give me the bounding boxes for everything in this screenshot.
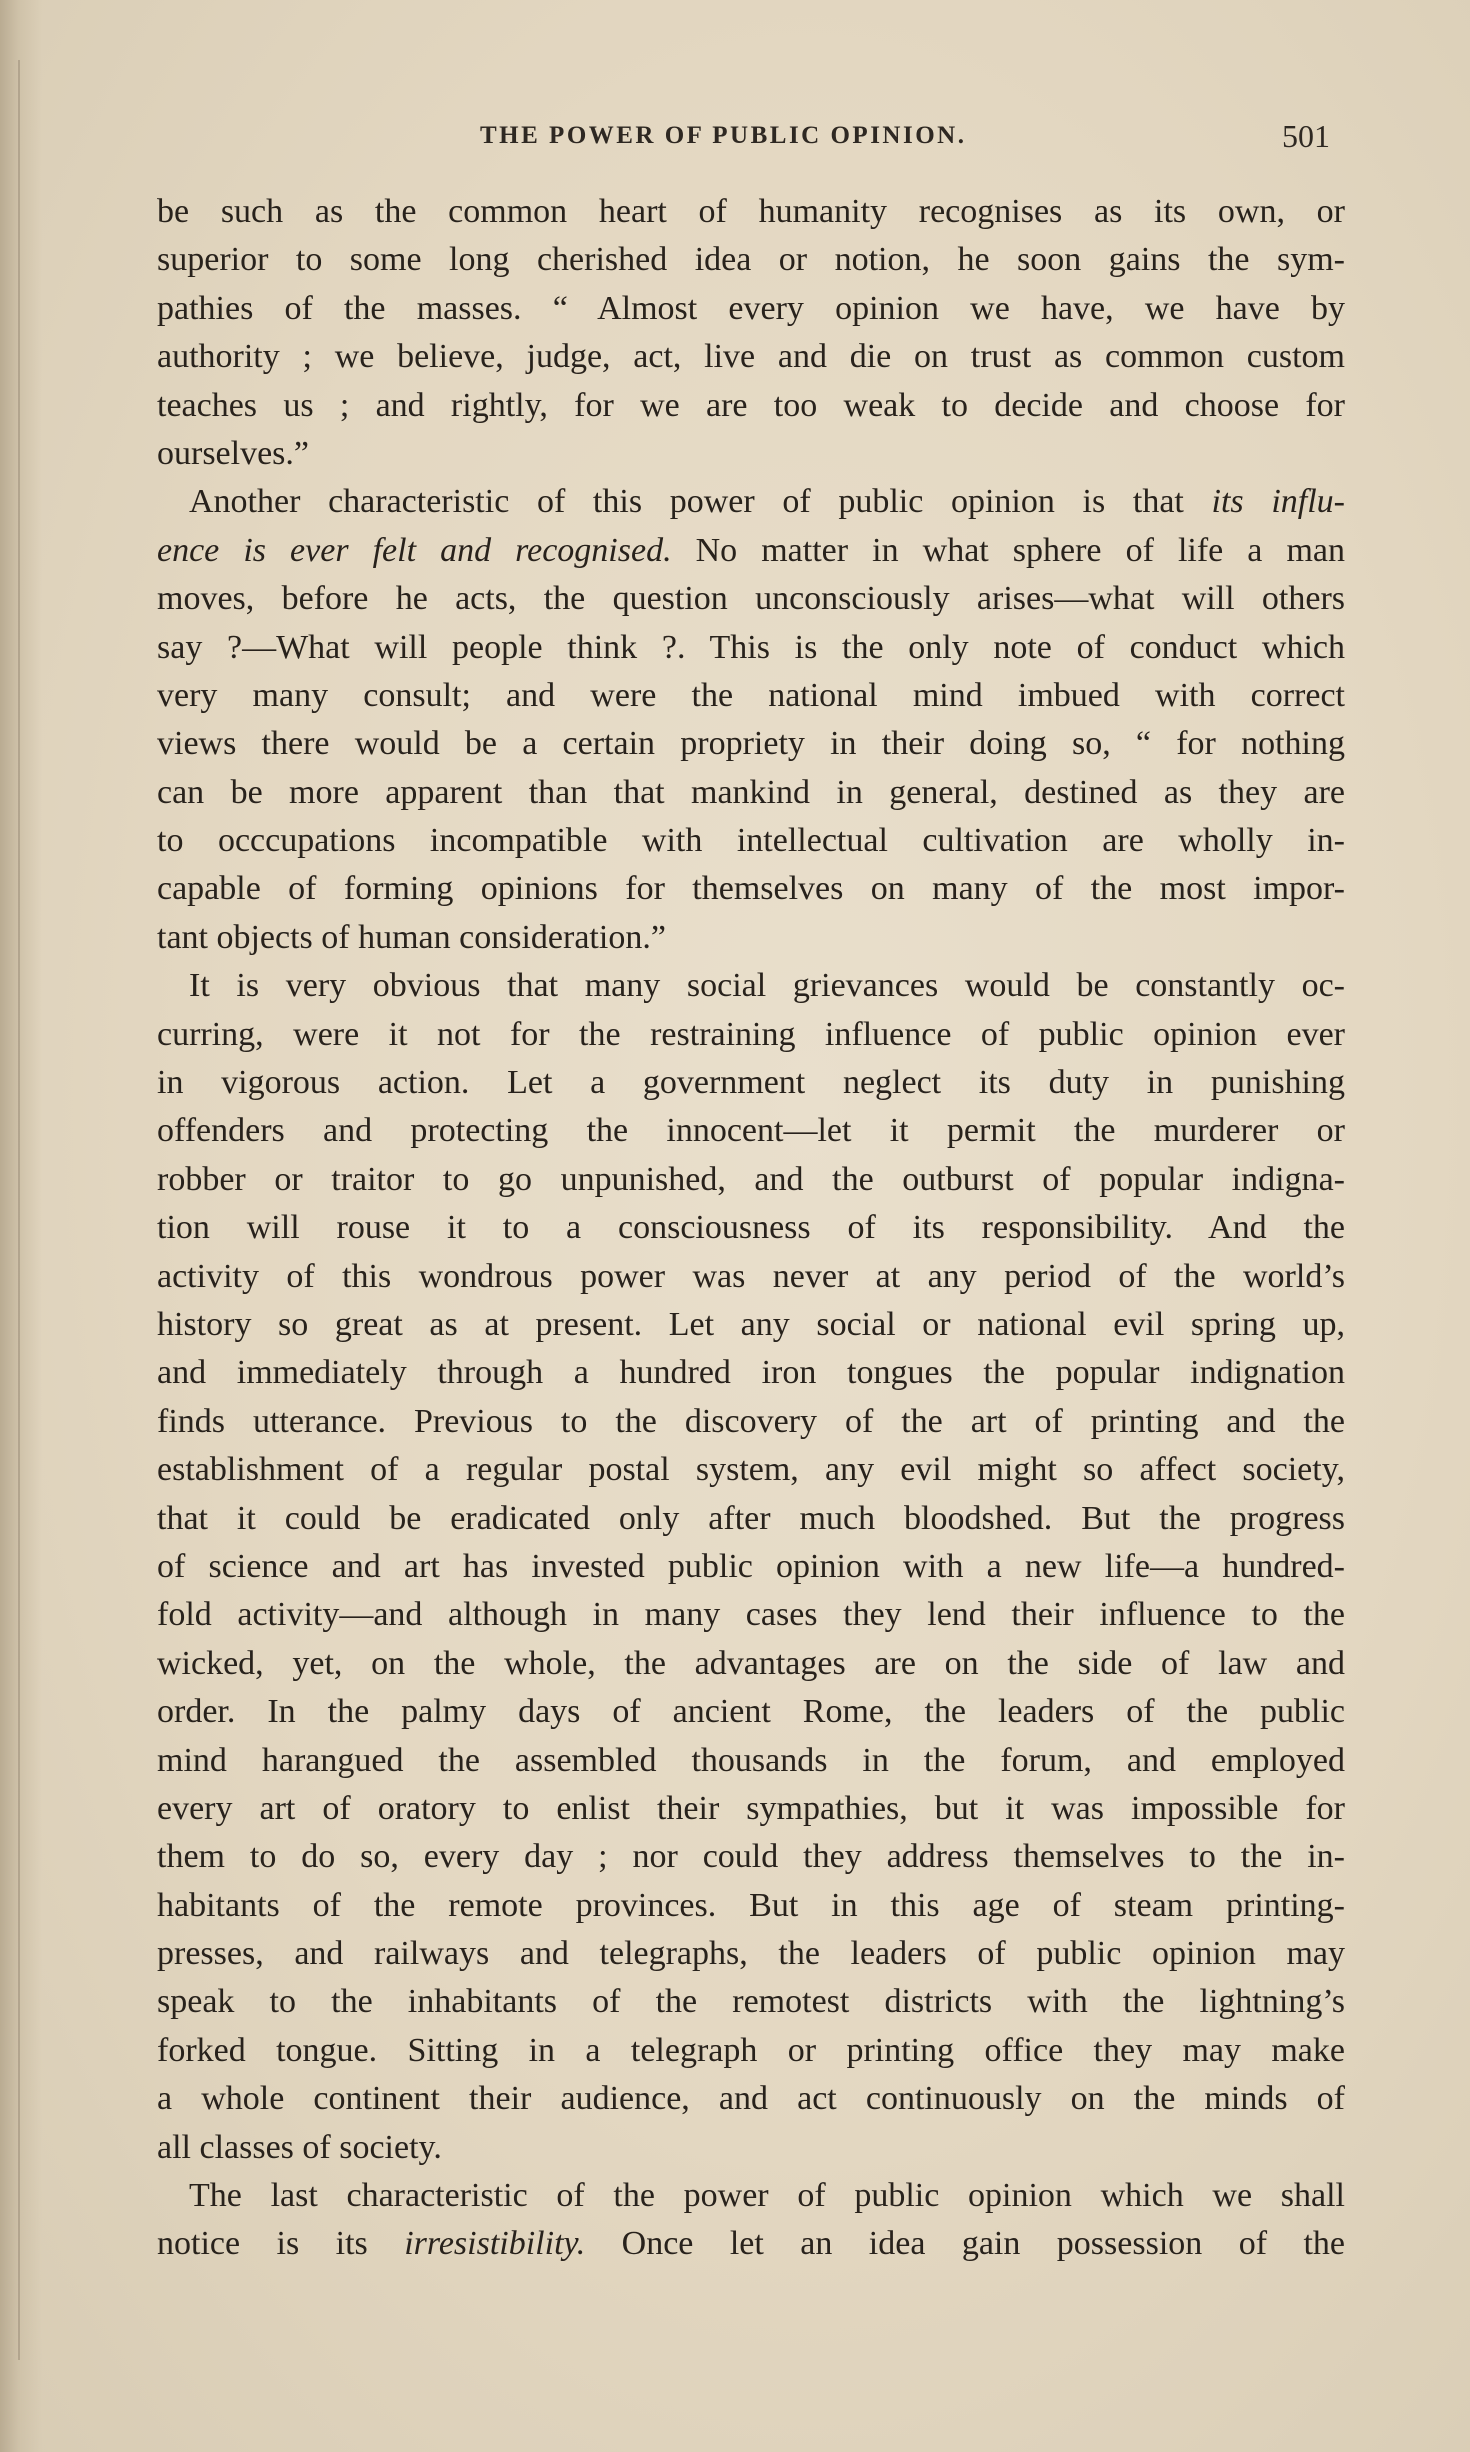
text-run: It is very obvious that many social grievances would be constantly oc- [189,967,1345,1005]
text-run: in vigorous action. Let a government neglect its duty in punishing [157,1064,1345,1102]
text-run: every art of oratory to enlist their sympathies, but it was impossible for [157,1789,1345,1827]
text-run: notice is its [157,2225,405,2263]
text-run: them to do so, every day ; nor could they address themselves to the in- [157,1838,1345,1876]
text-line [157,624,1345,672]
text-line [157,333,1345,381]
text-line [157,2220,1345,2268]
text-run: can be more apparent than that mankind in general, destined as they are [157,773,1345,811]
text-run: activity of this wondrous power was never at any period of the world’s [157,1257,1345,1295]
text-line [157,769,1345,817]
text-run: that it could be eradicated only after much bloodshed. But the progress [157,1499,1345,1537]
text-line [157,1930,1345,1978]
text-line [157,1156,1345,1204]
text-run: say ?—What will people think ?. This is the only note of conduct which [157,628,1345,666]
text-run: of science and art has invested public opinion with a new life—a hundred- [157,1547,1345,1585]
text-line [157,1107,1345,1155]
text-run: No matter in what sphere of life a man [671,531,1345,569]
text-run: a whole continent their audience, and act continuously on the minds of [157,2080,1345,2118]
text-run: views there would be a certain propriety in their doing so, “ for nothing [157,725,1345,763]
page-number: 501 [1282,118,1330,154]
italic-text: irresistibility. [404,2225,586,2263]
text-run: establishment of a regular postal system, any evil might so affect society, [157,1451,1345,1489]
text-line [157,2124,1345,2172]
text-run: moves, before he acts, the question unconsciously arises—what will others [157,580,1345,618]
text-run: speak to the inhabitants of the remotest districts with the lightning’s [157,1983,1345,2021]
text-line [157,1785,1345,1833]
text-line [157,865,1345,913]
text-run: and immediately through a hundred iron tongues the popular indignation [157,1354,1345,1392]
text-line [157,1349,1345,1397]
text-run: ourselves.” [157,434,310,472]
text-line [157,914,1345,962]
text-run: superior to some long cherished idea or notion, he soon gains the sym- [157,241,1345,279]
text-run: be such as the common heart of humanity recognises as its own, or [157,193,1345,230]
text-line [157,1543,1345,1591]
text-line [157,188,1345,236]
text-line [157,1204,1345,1252]
text-line [157,1011,1345,1059]
binding-gutter-line [18,60,20,2360]
text-run: to occcupations incompatible with intellectual cultivation are wholly in- [157,822,1345,860]
text-line [157,236,1345,284]
text-run: wicked, yet, on the whole, the advantages are on the side of law and [157,1644,1345,1682]
text-line [157,1978,1345,2026]
text-line [157,1833,1345,1881]
text-line [157,962,1345,1010]
text-line [157,1495,1345,1543]
text-line [157,1640,1345,1688]
text-run: history so great as at present. Let any social or national evil spring up, [157,1305,1345,1343]
running-header [140,118,1330,158]
running-title: THE POWER OF PUBLIC OPINION. [480,122,967,149]
text-line [157,1301,1345,1349]
text-run: Another characteristic of this power of public opinion is that [189,483,1212,521]
text-run: The last characteristic of the power of public opinion which we shall [189,2177,1345,2215]
text-line [157,1591,1345,1639]
text-run: offenders and protecting the innocent—let it permit the murderer or [157,1112,1345,1150]
text-run: tion will rouse it to a consciousness of its responsibility. And the [157,1209,1345,1247]
text-line [157,2172,1345,2220]
text-line [157,1398,1345,1446]
italic-text: ence is ever felt and recognised. [157,531,672,569]
text-run: Once let an idea gain possession of the [585,2225,1345,2263]
text-line [157,575,1345,623]
text-line [157,817,1345,865]
text-line [157,672,1345,720]
text-run: order. In the palmy days of ancient Rome, the leaders of the public [157,1693,1345,1731]
text-line [157,2075,1345,2123]
text-line [157,1253,1345,1301]
text-line [157,478,1345,526]
text-line [157,2027,1345,2075]
text-run: fold activity—and although in many cases they lend their influence to the [157,1596,1345,1634]
text-run: capable of forming opinions for themselves on many of the most impor- [157,870,1345,908]
text-run: teaches us ; and rightly, for we are too weak to decide and choose for [157,386,1345,424]
text-run: authority ; we believe, judge, act, live and die on trust as common custom [157,338,1345,376]
text-line [157,1446,1345,1494]
italic-text: its influ- [1211,483,1345,521]
text-run: all classes of society. [157,2128,442,2166]
text-line [157,720,1345,768]
text-line [157,527,1345,575]
text-line [157,1737,1345,1785]
text-run: curring, were it not for the restraining influence of public opinion ever [157,1015,1345,1053]
text-line [157,1688,1345,1736]
text-run: finds utterance. Previous to the discovery of the art of printing and the [157,1402,1345,1440]
text-run: robber or traitor to go unpunished, and the outburst of popular indigna- [157,1160,1345,1198]
body-text [157,188,1345,2269]
text-line [157,430,1345,478]
text-run: very many consult; and were the national mind imbued with correct [157,676,1345,714]
text-run: presses, and railways and telegraphs, the leaders of public opinion may [157,1935,1345,1973]
binding-gutter-shadow [0,0,42,2452]
text-line [157,382,1345,430]
text-run: pathies of the masses. “ Almost every opinion we have, we have by [157,289,1345,327]
text-run: habitants of the remote provinces. But in this age of steam printing- [157,1886,1345,1924]
text-run: forked tongue. Sitting in a telegraph or printing office they may make [157,2031,1345,2069]
text-line [157,1059,1345,1107]
text-run: mind harangued the assembled thousands in the forum, and employed [157,1741,1345,1779]
text-line [157,285,1345,333]
text-line [157,1882,1345,1930]
text-run: tant objects of human consideration.” [157,918,666,956]
